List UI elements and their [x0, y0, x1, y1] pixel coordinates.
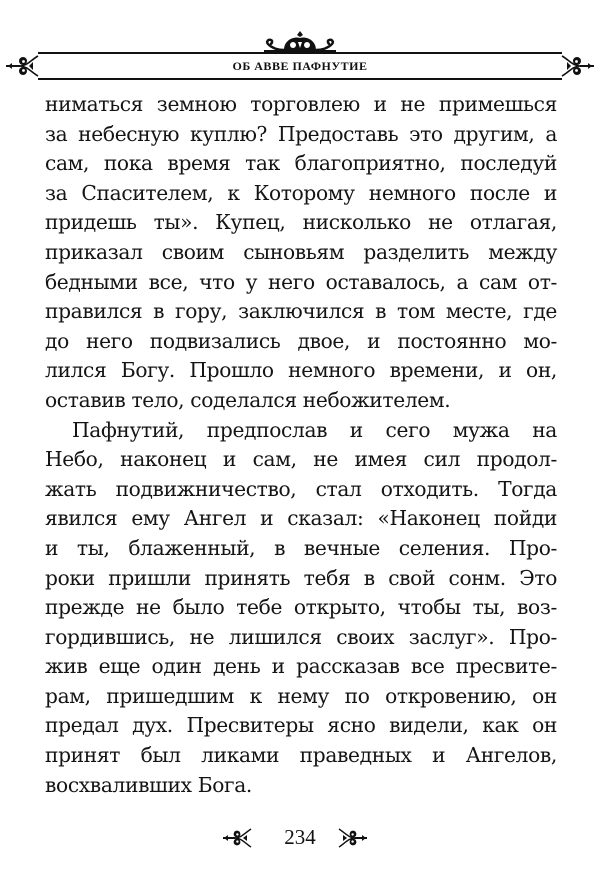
- body-text: [45, 90, 557, 800]
- text-line: бедными все, что у него оставалось, а сам от-: [45, 269, 557, 294]
- text-line: сам, пока время так благоприятно, последуй: [45, 151, 557, 176]
- text-line: явился ему Ангел и сказал: «Наконец пойди: [45, 506, 557, 531]
- text-line: принят был ликами праведных и Ангелов,: [45, 743, 557, 768]
- text-line: жать подвижничество, стал отходить. Тогда: [45, 476, 557, 501]
- text-line: ниматься земною торговлею и не примешься: [45, 92, 557, 116]
- text-line: роки пришли принять тебя в свой сонм. Это: [45, 565, 557, 590]
- paragraph: [45, 416, 557, 801]
- text-line: до него подвизались двое, и постоянно мо-: [45, 328, 557, 353]
- text-line: лился Богу. Прошло немного времени, и он,: [45, 358, 557, 383]
- text-line: правился в гору, заключился в том месте, где: [45, 299, 557, 324]
- text-line: Небо, наконец и сам, не имея сил продол-: [45, 447, 557, 472]
- text-line: гордившись, не лишился своих заслуг». Про-: [45, 624, 557, 649]
- header-band: [38, 52, 562, 80]
- running-title: ОБ АВВЕ ПАФНУТИЕ: [232, 59, 368, 73]
- text-line: за небесную куплю? Предоставь это другим, а: [45, 121, 557, 146]
- running-header: [0, 26, 600, 90]
- text-line: Пафнутий, предпослав и сего мужа на: [72, 417, 557, 442]
- text-line: жив еще один день и рассказав все пресвите-: [45, 654, 557, 679]
- text-line: прежде не было тебе открыто, чтобы ты, воз-: [45, 595, 557, 620]
- text-line: придешь ты». Купец, нисколько не отлагая,: [45, 210, 557, 235]
- text-line: оставив тело, соделался небожителем.: [45, 387, 451, 412]
- paragraph: [45, 90, 557, 416]
- page-footer: [0, 822, 600, 854]
- text-line: восхваливших Бога.: [45, 772, 252, 797]
- fleuron-left-icon: [5, 54, 39, 78]
- text-line: за Спасителем, к Которому немного после и: [45, 180, 557, 205]
- page-number: 234: [284, 825, 316, 849]
- text-line: предал дух. Пресвитеры ясно видели, как он: [45, 713, 557, 738]
- text-line: приказал своим сыновьям разделить между: [45, 239, 557, 264]
- crown-ornament-icon: [262, 30, 338, 52]
- text-line: и ты, блаженный, в вечные селения. Про-: [45, 535, 557, 560]
- fleuron-right-icon: [561, 54, 595, 78]
- text-line: рам, пришедшим к нему по откровению, он: [45, 683, 557, 708]
- fleuron-right-icon: [338, 828, 368, 848]
